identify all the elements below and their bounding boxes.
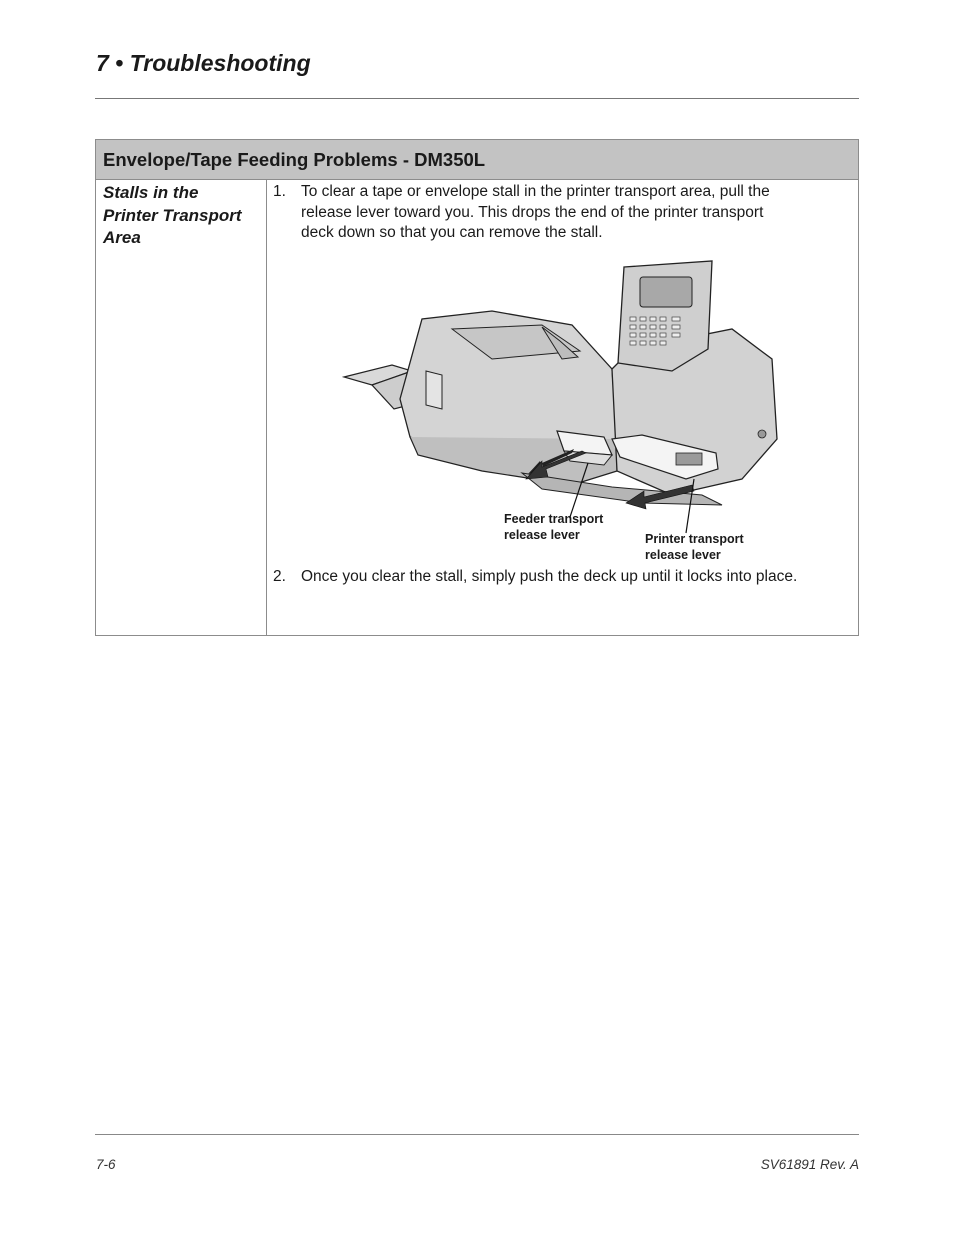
problem-topic	[103, 182, 261, 250]
document-reference: SV61891 Rev. A	[760, 1157, 859, 1172]
step-number: 1.	[273, 183, 286, 200]
topic-line: Area	[103, 228, 141, 247]
callout-feeder-lever	[504, 511, 603, 543]
step-number: 2.	[273, 568, 286, 585]
callout-line: release lever	[504, 528, 580, 542]
callout-printer-lever	[645, 531, 744, 563]
step-line: To clear a tape or envelope stall in the printer transport area, pull the	[301, 183, 770, 200]
step-1	[273, 182, 853, 246]
step-2	[273, 567, 853, 589]
column-divider	[266, 180, 267, 635]
callout-line: Printer transport	[645, 532, 744, 546]
step-line: release lever toward you. This drops the end of the printer transport	[301, 203, 764, 221]
topic-line: Stalls in the	[103, 183, 199, 202]
callout-line: release lever	[645, 548, 721, 562]
footer-divider	[95, 1134, 859, 1135]
step-text	[301, 182, 770, 244]
page-number: 7-6	[96, 1157, 116, 1172]
chapter-title: 7 • Troubleshooting	[96, 50, 311, 76]
step-line: deck down so that you can remove the stall.	[301, 224, 603, 241]
callout-line: Feeder transport	[504, 512, 604, 526]
step-line: Once you clear the stall, simply push the deck up until it locks into place.	[301, 568, 798, 585]
table-heading: Envelope/Tape Feeding Problems - DM350L	[103, 149, 486, 170]
header-divider	[95, 98, 859, 99]
topic-line: Printer Transport	[103, 205, 242, 225]
step-text	[301, 567, 797, 588]
table-heading-row	[96, 140, 858, 180]
